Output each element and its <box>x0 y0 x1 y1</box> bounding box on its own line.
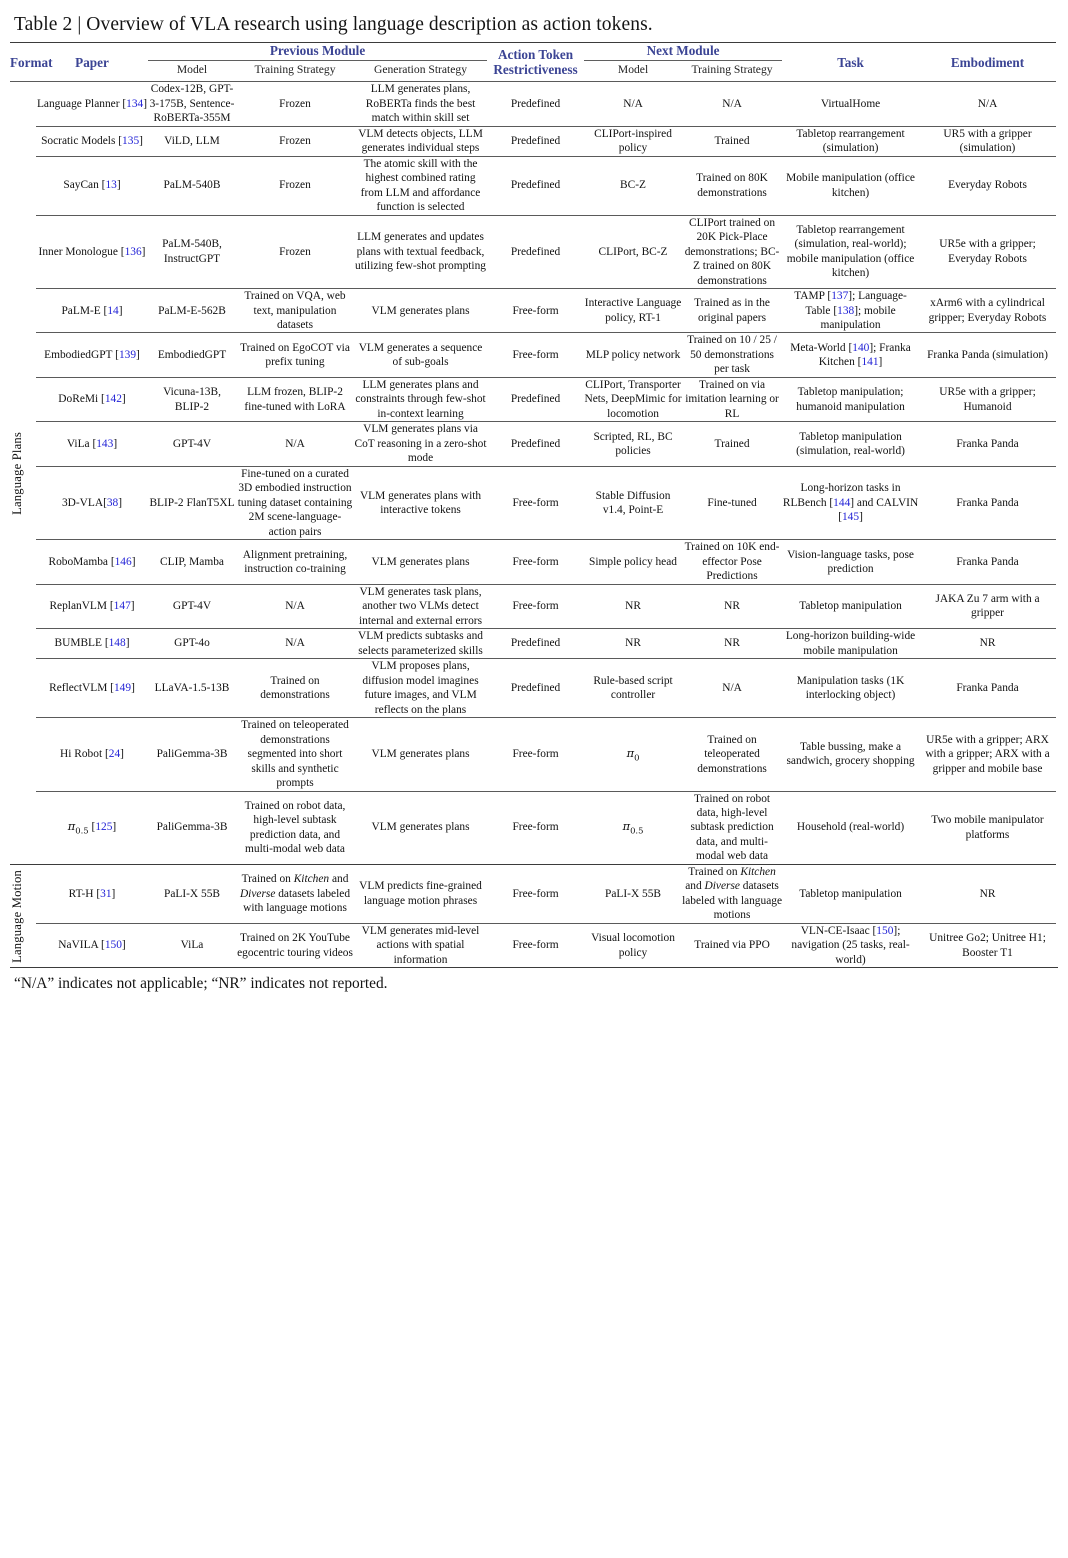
cell-embodiment: NR <box>979 637 996 650</box>
table-row <box>10 82 1056 126</box>
cell-next-model: Stable Diffusion v1.4, Point-E <box>595 489 671 517</box>
cell-action-token-restrictiveness: Free-form <box>512 348 559 361</box>
cell-task: VLN-CE-Isaac [150]; navigation (25 tasks, real-world) <box>791 924 910 966</box>
cell-next-training-strategy: Trained as in the original papers <box>694 297 770 324</box>
header-format: Format <box>10 54 53 70</box>
cell-prev-generation-strategy: LLM generates plans and constraints through few-shot in-context learning <box>355 378 486 420</box>
cell-next-training-strategy: Trained on 80K demonstrations <box>696 172 768 199</box>
cell-next-model: CLIPort-inspired policy <box>594 127 672 155</box>
citation-link[interactable]: 150 <box>104 939 122 952</box>
citation-link[interactable]: 139 <box>118 348 137 361</box>
cell-next-training-strategy: Trained <box>714 437 750 450</box>
cell-prev-generation-strategy: VLM generates plans with interactive tokens <box>359 489 482 517</box>
cell-paper: 3D-VLA[38] <box>61 496 123 509</box>
cell-prev-model: LLaVA-1.5-13B <box>154 681 230 694</box>
cell-prev-model: PaLM-540B, InstructGPT <box>162 238 222 265</box>
cell-embodiment: N/A <box>977 97 998 110</box>
cell-action-token-restrictiveness: Free-form <box>512 939 559 952</box>
cell-task: TAMP [137]; Language-Table [138]; mobile manipulation <box>794 290 907 331</box>
table-row <box>10 540 1056 584</box>
cell-prev-generation-strategy: VLM generates plans <box>371 304 470 317</box>
cell-next-model: Simple policy head <box>589 555 677 568</box>
cell-prev-training-strategy: Frozen <box>279 179 311 192</box>
cell-next-training-strategy: Trained on via imitation learning or RL <box>685 378 779 420</box>
cell-next-training-strategy: Trained on Kitchen and Diverse datasets labeled with language motions <box>682 865 783 922</box>
table-row <box>10 156 1056 215</box>
cell-prev-generation-strategy: LLM generates plans, RoBERTa finds the best match within skill set <box>365 83 476 125</box>
cell-paper: EmbodiedGPT [139] <box>44 348 140 361</box>
cell-prev-training-strategy: Trained on EgoCOT via prefix tuning <box>240 341 350 369</box>
cell-task: Manipulation tasks (1K interlocking object) <box>796 674 905 702</box>
cell-next-model: NR <box>625 600 641 613</box>
cell-paper: Hi Robot [24] <box>60 748 124 761</box>
cell-paper: SayCan [13] <box>63 179 121 192</box>
citation-link[interactable]: 137 <box>831 290 849 303</box>
header-task: Task <box>837 54 864 70</box>
cell-prev-training-strategy: Trained on Kitchen and Diverse datasets labeled with language motions <box>239 873 351 915</box>
cell-prev-generation-strategy: LLM generates and updates plans with textual feedback, utilizing few-shot prompting <box>355 231 486 273</box>
citation-link[interactable]: 149 <box>113 681 132 694</box>
citation-link[interactable]: 24 <box>108 748 121 761</box>
cell-next-training-strategy: Fine-tuned <box>707 496 757 509</box>
cell-task: Tabletop manipulation <box>799 600 902 613</box>
table-caption: Table 2 | Overview of VLA research using language description as action tokens. <box>14 14 653 35</box>
cell-task: Tabletop manipulation <box>799 887 902 900</box>
cell-prev-generation-strategy: VLM generates plans <box>371 555 470 568</box>
cell-paper: RT-H [31] <box>68 887 116 900</box>
cell-prev-model: GPT-4V <box>172 437 212 450</box>
citation-link[interactable]: 125 <box>95 821 113 834</box>
cell-prev-generation-strategy: The atomic skill with the highest combined rating from LLM and affordance function is selected <box>360 157 481 214</box>
header-paper: Paper <box>75 54 109 70</box>
vla-research-table <box>10 42 1056 967</box>
cell-task: VirtualHome <box>820 97 881 110</box>
header-row-groups <box>10 43 1056 61</box>
cell-next-training-strategy: N/A <box>722 681 742 694</box>
format-group-label <box>10 864 36 967</box>
cell-next-model: BC-Z <box>620 179 646 192</box>
table-row <box>10 659 1056 718</box>
format-group-label <box>10 82 36 865</box>
cell-next-model: Scripted, RL, BC policies <box>593 430 673 458</box>
cell-embodiment: UR5e with a gripper; ARX with a gripper; ARX with a gripper and mobile base <box>925 733 1050 775</box>
format-group-label-text: Language Plans <box>10 431 24 515</box>
dataset-name: Diverse <box>704 880 740 893</box>
cell-next-training-strategy: N/A <box>722 97 742 110</box>
cell-paper: NaVILA [150] <box>58 939 126 952</box>
pi-symbol: $\pi_0$ <box>626 745 640 763</box>
cell-prev-training-strategy: N/A <box>285 600 305 613</box>
cell-action-token-restrictiveness: Predefined <box>510 681 561 694</box>
cell-embodiment: UR5e with a gripper; Humanoid <box>939 386 1036 413</box>
cell-task: Tabletop manipulation; humanoid manipulation <box>796 386 905 413</box>
cell-paper: ReplanVLM [147] <box>49 600 135 613</box>
cell-embodiment: Two mobile manipulator platforms <box>931 814 1044 841</box>
cell-prev-model: PaLM-E-562B <box>158 304 226 317</box>
citation-link[interactable]: 135 <box>122 134 140 147</box>
cell-action-token-restrictiveness: Predefined <box>510 393 561 406</box>
cell-next-model: N/A <box>623 97 643 110</box>
cell-embodiment: Unitree Go2; Unitree H1; Booster T1 <box>929 932 1046 959</box>
cell-action-token-restrictiveness: Free-form <box>512 887 559 900</box>
cell-prev-model: BLIP-2 FlanT5XL <box>149 496 235 509</box>
table-row <box>10 791 1056 864</box>
cell-prev-model: PaLM-540B <box>163 179 221 192</box>
cell-prev-generation-strategy: VLM predicts fine-grained language motion phrases <box>359 880 482 907</box>
table-header <box>10 43 1056 82</box>
cell-task: Household (real-world) <box>796 821 905 834</box>
cell-next-model: Rule-based script controller <box>593 674 673 702</box>
cell-next-training-strategy: NR <box>724 600 740 613</box>
cell-action-token-restrictiveness: Free-form <box>512 821 559 834</box>
cell-task: Tabletop manipulation (simulation, real-world) <box>796 430 905 458</box>
table-row <box>10 584 1056 628</box>
cell-prev-model: CLIP, Mamba <box>160 555 224 568</box>
cell-action-token-restrictiveness: Predefined <box>510 637 561 650</box>
cell-prev-training-strategy: N/A <box>285 637 305 650</box>
citation-link[interactable]: 136 <box>124 245 142 258</box>
cell-prev-training-strategy: Frozen <box>279 97 311 110</box>
cell-prev-generation-strategy: VLM predicts subtasks and selects parameterized skills <box>358 630 483 657</box>
cell-next-model: NR <box>625 637 641 650</box>
cell-paper: ViLa [143] <box>66 437 118 450</box>
header-next-module: Next Module <box>584 43 782 61</box>
citation-link[interactable]: 13 <box>105 179 117 192</box>
header-prev-generation-strategy: Generation Strategy <box>373 63 468 77</box>
table-row <box>10 718 1056 791</box>
cell-prev-training-strategy: LLM frozen, BLIP-2 fine-tuned with LoRA <box>244 386 346 413</box>
cell-prev-generation-strategy: VLM generates plans <box>371 821 470 834</box>
cell-prev-generation-strategy: VLM generates task plans, another two VLMs detect internal and external errors <box>359 585 483 627</box>
cell-task: Meta-World [140]; Franka Kitchen [141] <box>790 341 911 369</box>
dataset-name: Kitchen <box>293 873 330 886</box>
format-group-label-text: Language Motion <box>10 869 24 963</box>
cell-task: Tabletop rearrangement (simulation) <box>796 127 905 155</box>
cell-next-training-strategy: Trained <box>714 134 750 147</box>
header-next-model: Model <box>617 63 649 77</box>
cell-prev-model: Codex-12B, GPT-3-175B, Sentence-RoBERTa-355M <box>149 83 235 125</box>
cell-next-model: CLIPort, Transporter Nets, DeepMimic for locomotion <box>584 378 682 420</box>
cell-prev-model: Vicuna-13B, BLIP-2 <box>163 386 221 413</box>
cell-task: Mobile manipulation (office kitchen) <box>786 172 915 199</box>
cell-embodiment: xArm6 with a cylindrical gripper; Everyday Robots <box>928 297 1047 324</box>
cell-paper: $\pi_{0.5}$ [125] <box>67 819 117 836</box>
cell-paper: PaLM-E [14] <box>61 304 123 317</box>
cell-prev-training-strategy: Frozen <box>279 134 311 147</box>
cell-embodiment: UR5 with a gripper (simulation) <box>943 127 1032 155</box>
citation-link[interactable]: 142 <box>104 393 122 406</box>
cell-prev-generation-strategy: VLM generates mid-level actions with spatial information <box>361 924 480 966</box>
cell-action-token-restrictiveness: Free-form <box>512 600 559 613</box>
cell-embodiment: UR5e with a gripper; Everyday Robots <box>939 238 1036 265</box>
cell-task: Tabletop rearrangement (simulation, real-world); mobile manipulation (office kitchen) <box>786 223 915 280</box>
table-footnote: “N/A” indicates not applicable; “NR” indicates not reported. <box>10 967 1058 993</box>
table-row <box>10 422 1056 466</box>
cell-paper: Language Planner [134] <box>36 97 148 110</box>
citation-link[interactable]: 146 <box>114 555 132 568</box>
cell-paper: DoReMi [142] <box>58 393 126 406</box>
citation-link[interactable]: 141 <box>861 356 879 369</box>
cell-action-token-restrictiveness: Free-form <box>512 748 559 761</box>
cell-prev-model: PaliGemma-3B <box>156 821 228 834</box>
cell-prev-training-strategy: Frozen <box>279 245 311 258</box>
cell-next-model: CLIPort, BC-Z <box>598 245 668 258</box>
citation-link[interactable]: 38 <box>106 496 119 509</box>
citation-link[interactable]: 143 <box>96 437 114 450</box>
cell-prev-training-strategy: Fine-tuned on a curated 3D embodied instruction tuning dataset containing 2M scene-language-action pairs <box>237 467 353 538</box>
cell-prev-generation-strategy: VLM generates a sequence of sub-goals <box>358 341 483 369</box>
cell-next-training-strategy: Trained on 10K end-effector Pose Predictions <box>684 541 780 583</box>
header-atr-line1: Action Token <box>497 47 574 63</box>
cell-embodiment: NR <box>979 887 996 900</box>
cell-prev-generation-strategy: VLM detects objects, LLM generates individual steps <box>358 127 483 155</box>
cell-prev-generation-strategy: VLM generates plans <box>371 748 470 761</box>
cell-embodiment: Franka Panda <box>956 555 1019 568</box>
cell-prev-model: EmbodiedGPT <box>157 348 227 361</box>
header-next-training-strategy: Training Strategy <box>691 63 773 77</box>
cell-task: Long-horizon building-wide mobile manipulation <box>785 630 916 657</box>
cell-prev-training-strategy: Alignment pretraining, instruction co-training <box>242 548 348 575</box>
citation-link[interactable]: 147 <box>113 600 131 613</box>
cell-action-token-restrictiveness: Free-form <box>512 304 559 317</box>
cell-embodiment: Franka Panda (simulation) <box>927 348 1048 361</box>
cell-next-model <box>584 791 682 864</box>
header-prev-model: Model <box>176 63 208 77</box>
cell-paper: Socratic Models [135] <box>41 134 143 147</box>
cell-action-token-restrictiveness: Predefined <box>510 97 561 110</box>
cell-action-token-restrictiveness: Predefined <box>510 245 561 258</box>
cell-prev-model: ViLa <box>180 939 204 952</box>
pi-symbol: $\pi_{0.5}$ <box>67 819 89 836</box>
cell-prev-model: PaLI-X 55B <box>164 887 220 900</box>
table-row <box>10 629 1056 659</box>
cell-paper: RoboMamba [146] <box>48 555 136 568</box>
cell-next-training-strategy: CLIPort trained on 20K Pick-Place demonstrations; BC-Z trained on 80K demonstrations <box>684 216 780 287</box>
cell-next-training-strategy: NR <box>724 637 740 650</box>
table-row <box>10 126 1056 156</box>
cell-prev-training-strategy: Trained on teleoperated demonstrations segmented into short skills and synthetic prompts <box>241 719 349 790</box>
cell-next-training-strategy: Trained on robot data, high-level subtask prediction data, and multi-modal web data <box>690 792 774 863</box>
citation-link[interactable]: 145 <box>841 511 860 524</box>
cell-next-model: PaLI-X 55B <box>605 887 662 900</box>
cell-next-training-strategy: Trained via PPO <box>694 939 770 952</box>
pi-symbol: $\pi_{0.5}$ <box>622 819 644 836</box>
cell-prev-training-strategy: Trained on robot data, high-level subtask prediction data, and multi-modal web data <box>244 799 346 856</box>
table-row <box>10 923 1056 967</box>
cell-action-token-restrictiveness: Free-form <box>512 496 559 509</box>
citation-link[interactable]: 138 <box>837 304 855 317</box>
cell-next-training-strategy: Trained on 10 / 25 / 50 demonstrations per task <box>687 334 777 376</box>
cell-task: Vision-language tasks, pose prediction <box>787 548 914 575</box>
cell-embodiment: Franka Panda <box>956 496 1019 509</box>
cell-action-token-restrictiveness: Predefined <box>510 179 561 192</box>
cell-next-model: MLP policy network <box>585 348 681 361</box>
cell-task: Long-horizon tasks in RLBench [144] and CALVIN [145] <box>782 482 919 524</box>
cell-embodiment: Franka Panda <box>956 437 1019 450</box>
cell-paper: Inner Monologue [136] <box>38 245 146 258</box>
table-row <box>10 333 1056 377</box>
citation-link[interactable]: 150 <box>876 924 894 937</box>
cell-prev-generation-strategy: VLM proposes plans, diffusion model imagines future images, and VLM reflects on the plans <box>362 660 479 716</box>
cell-prev-training-strategy: Trained on 2K YouTube egocentric touring videos <box>237 932 353 959</box>
cell-paper: BUMBLE [148] <box>54 637 130 650</box>
cell-next-model: Interactive Language policy, RT-1 <box>584 297 682 324</box>
citation-link[interactable]: 140 <box>852 341 870 354</box>
table-row <box>10 864 1056 923</box>
table-body <box>10 82 1056 968</box>
table-row <box>10 289 1056 333</box>
dataset-name: Diverse <box>239 887 276 900</box>
cell-prev-model: GPT-4o <box>174 637 210 650</box>
table-row <box>10 466 1056 539</box>
header-atr-line2: Restrictiveness <box>493 62 578 78</box>
cell-task: Table bussing, make a sandwich, grocery shopping <box>786 740 915 768</box>
cell-action-token-restrictiveness: Free-form <box>512 555 559 568</box>
cell-prev-generation-strategy: VLM generates plans via CoT reasoning in a zero-shot mode <box>354 423 487 465</box>
cell-action-token-restrictiveness: Predefined <box>510 437 561 450</box>
cell-next-model <box>584 718 682 791</box>
cell-prev-model: PaliGemma-3B <box>156 748 228 761</box>
citation-link[interactable]: 148 <box>108 637 126 650</box>
cell-embodiment: Everyday Robots <box>948 179 1027 192</box>
cell-prev-model: GPT-4V <box>172 600 212 613</box>
cell-prev-training-strategy: N/A <box>285 437 305 450</box>
cell-next-training-strategy: Trained on teleoperated demonstrations <box>697 733 767 775</box>
citation-link[interactable]: 14 <box>107 304 119 317</box>
header-previous-module: Previous Module <box>148 43 487 61</box>
cell-embodiment: JAKA Zu 7 arm with a gripper <box>935 592 1040 620</box>
cell-next-model: Visual locomotion policy <box>591 932 675 959</box>
cell-prev-training-strategy: Trained on demonstrations <box>260 674 330 702</box>
dataset-name: Kitchen <box>740 865 776 878</box>
header-embodiment: Embodiment <box>950 54 1025 70</box>
citation-link[interactable]: 134 <box>126 97 144 110</box>
cell-paper: ReflectVLM [149] <box>49 681 135 694</box>
header-prev-training-strategy: Training Strategy <box>254 63 336 77</box>
cell-action-token-restrictiveness: Predefined <box>510 134 561 147</box>
citation-link[interactable]: 31 <box>100 887 112 900</box>
cell-prev-model: ViLD, LLM <box>164 134 220 147</box>
table-row <box>10 215 1056 288</box>
table-row <box>10 377 1056 421</box>
header-action-token-restrictiveness <box>487 43 584 82</box>
cell-prev-training-strategy: Trained on VQA, web text, manipulation datasets <box>244 290 346 331</box>
citation-link[interactable]: 144 <box>833 496 851 509</box>
cell-embodiment: Franka Panda <box>956 681 1019 694</box>
